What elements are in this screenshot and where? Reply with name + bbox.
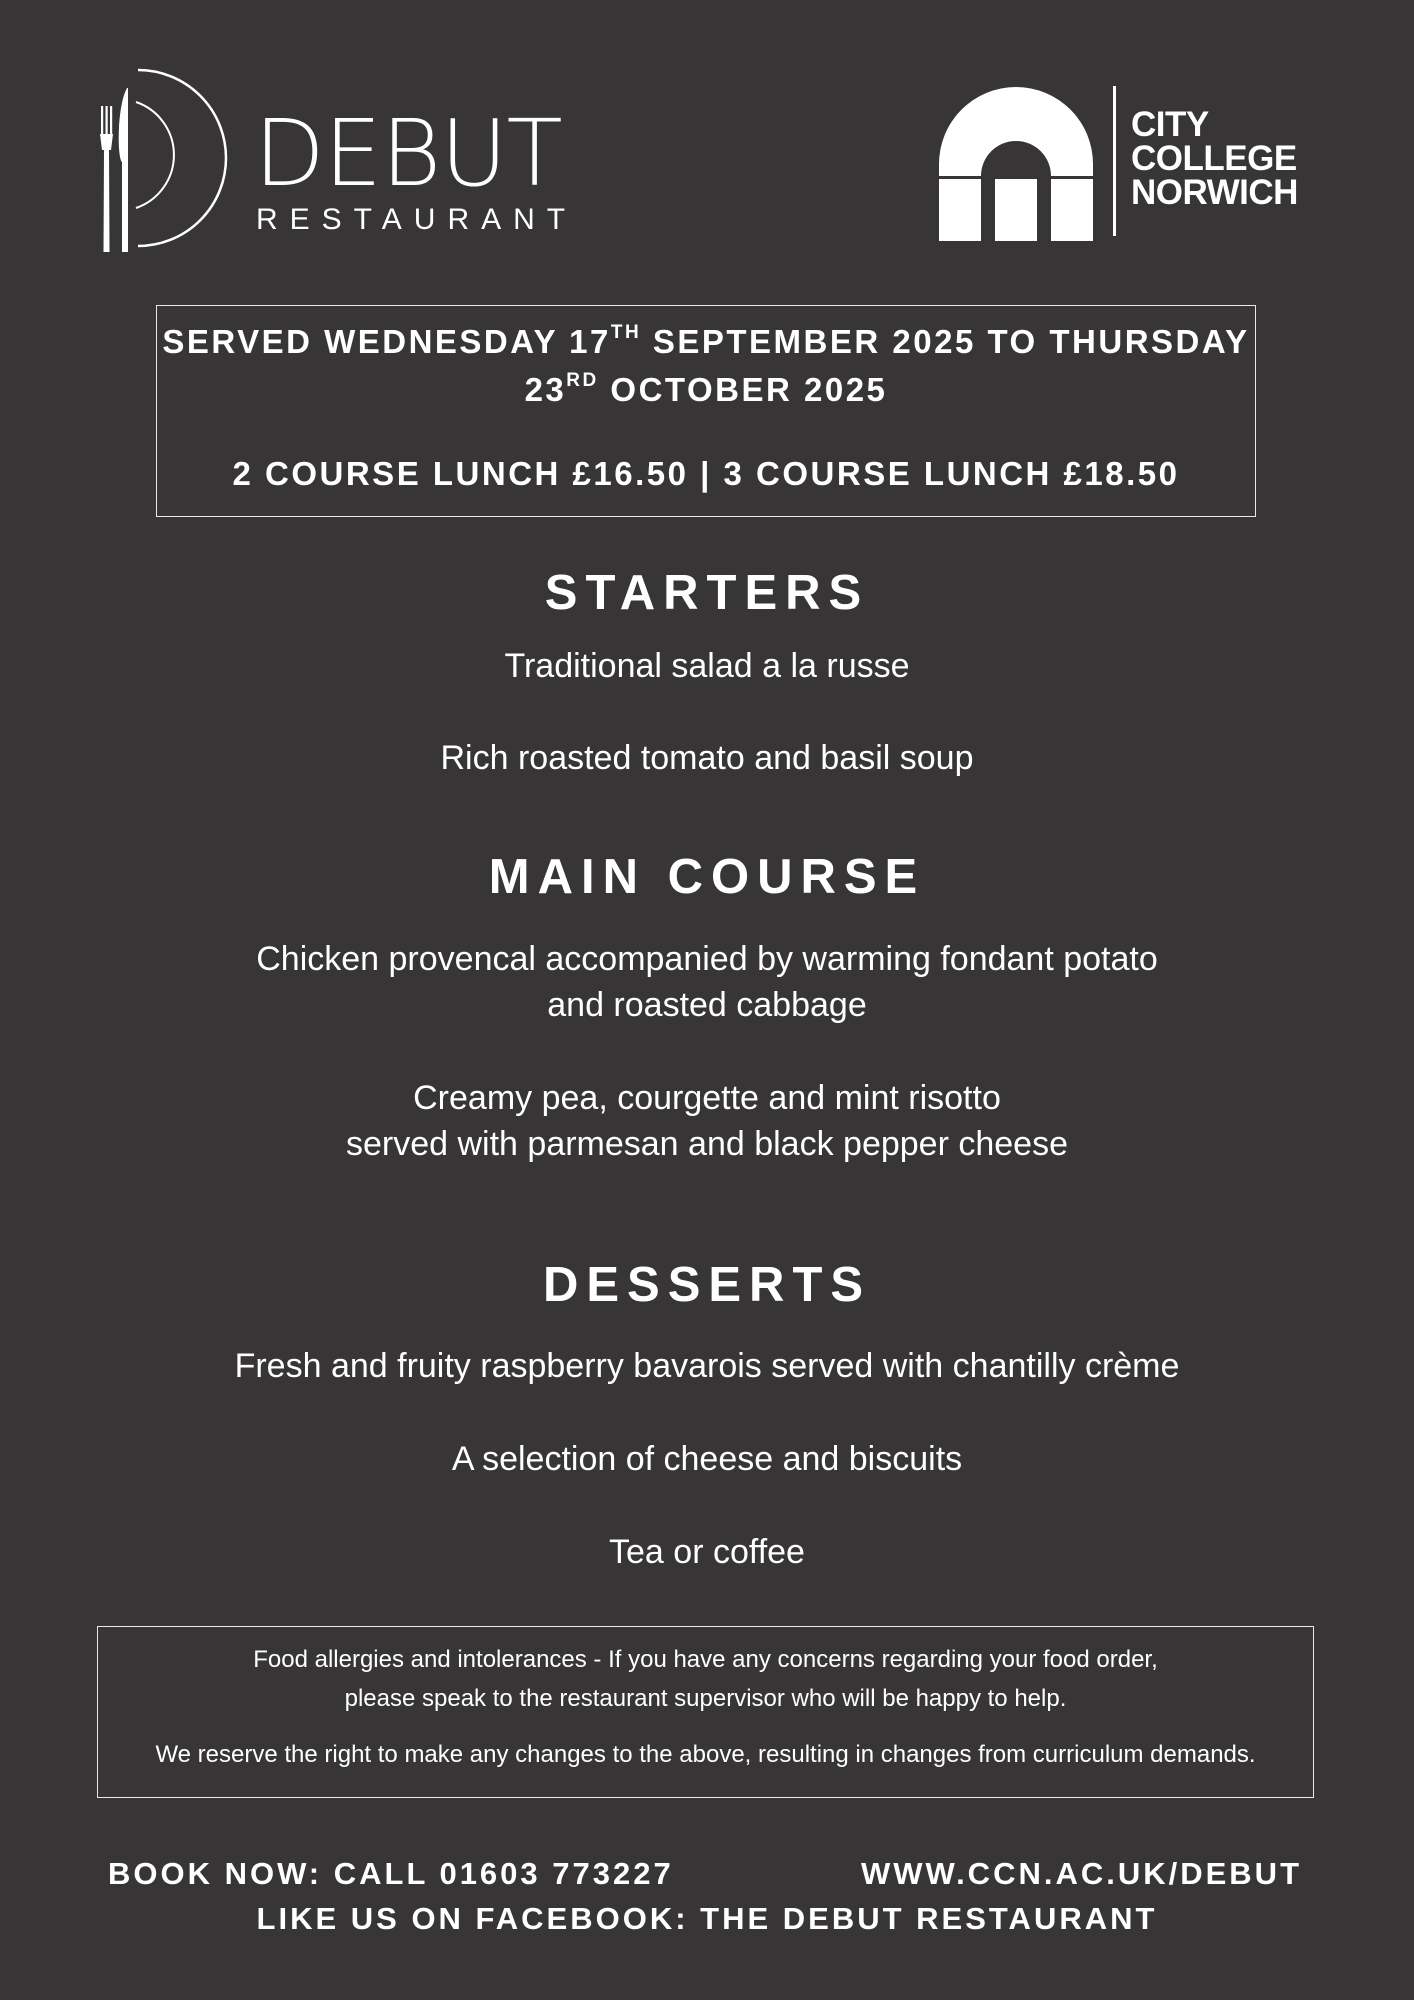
college-name: [1131, 105, 1298, 212]
starters-heading: STARTERS: [544, 566, 870, 620]
changes-disclaimer: We reserve the right to make any changes to the above, resulting in changes from curriculum demands.: [155, 1741, 1256, 1768]
website-link[interactable]: WWW.CCN.AC.UK/DEBUT: [861, 1856, 1303, 1891]
service-dates-line-1: SERVED WEDNESDAY 17TH SEPTEMBER 2025 TO THURSDAY: [162, 322, 1250, 360]
menu-item: A selection of cheese and biscuits: [451, 1440, 963, 1478]
menu-item: Chicken provencal accompanied by warming fondant potato and roasted cabbage: [256, 940, 1158, 1024]
menu-item: Tea or coffee: [609, 1533, 805, 1571]
menu-item: Traditional salad a la russe: [504, 647, 910, 685]
debut-wordmark: DEBUT: [254, 100, 562, 207]
college-name-line: NORWICH: [1131, 173, 1298, 212]
arch-icon: [939, 84, 1129, 244]
debut-restaurant-logo: [96, 66, 578, 256]
allergy-notice-line: Food allergies and intolerances - If you have any concerns regarding your food order,: [253, 1646, 1158, 1673]
menu-item: Rich roasted tomato and basil soup: [440, 739, 974, 777]
main-course-heading: MAIN COURSE: [488, 850, 926, 904]
allergy-notice-line: please speak to the restaurant supervisor who will be happy to help.: [344, 1685, 1067, 1712]
city-college-norwich-logo: [939, 84, 1319, 244]
desserts-heading: DESSERTS: [542, 1258, 872, 1312]
menu-item: Fresh and fruity raspberry bavarois served with chantilly crème: [234, 1347, 1180, 1385]
college-name-line: CITY: [1131, 105, 1209, 144]
booking-phone[interactable]: BOOK NOW: CALL 01603 773227: [108, 1856, 674, 1891]
service-dates-box: [156, 305, 1256, 517]
restaurant-subtitle: RESTAURANT: [256, 203, 578, 236]
service-dates-line-2: 23RD OCTOBER 2025: [524, 370, 888, 408]
plate-fork-knife-icon: [96, 66, 236, 256]
college-name-line: COLLEGE: [1131, 139, 1297, 178]
allergy-notice-box: [97, 1626, 1314, 1798]
menu-item: Creamy pea, courgette and mint risotto served with parmesan and black pepper cheese: [346, 1079, 1068, 1163]
facebook-link[interactable]: LIKE US ON FACEBOOK: THE DEBUT RESTAURANT: [256, 1901, 1158, 1936]
lunch-prices: 2 COURSE LUNCH £16.50 | 3 COURSE LUNCH £18.50: [232, 455, 1180, 492]
